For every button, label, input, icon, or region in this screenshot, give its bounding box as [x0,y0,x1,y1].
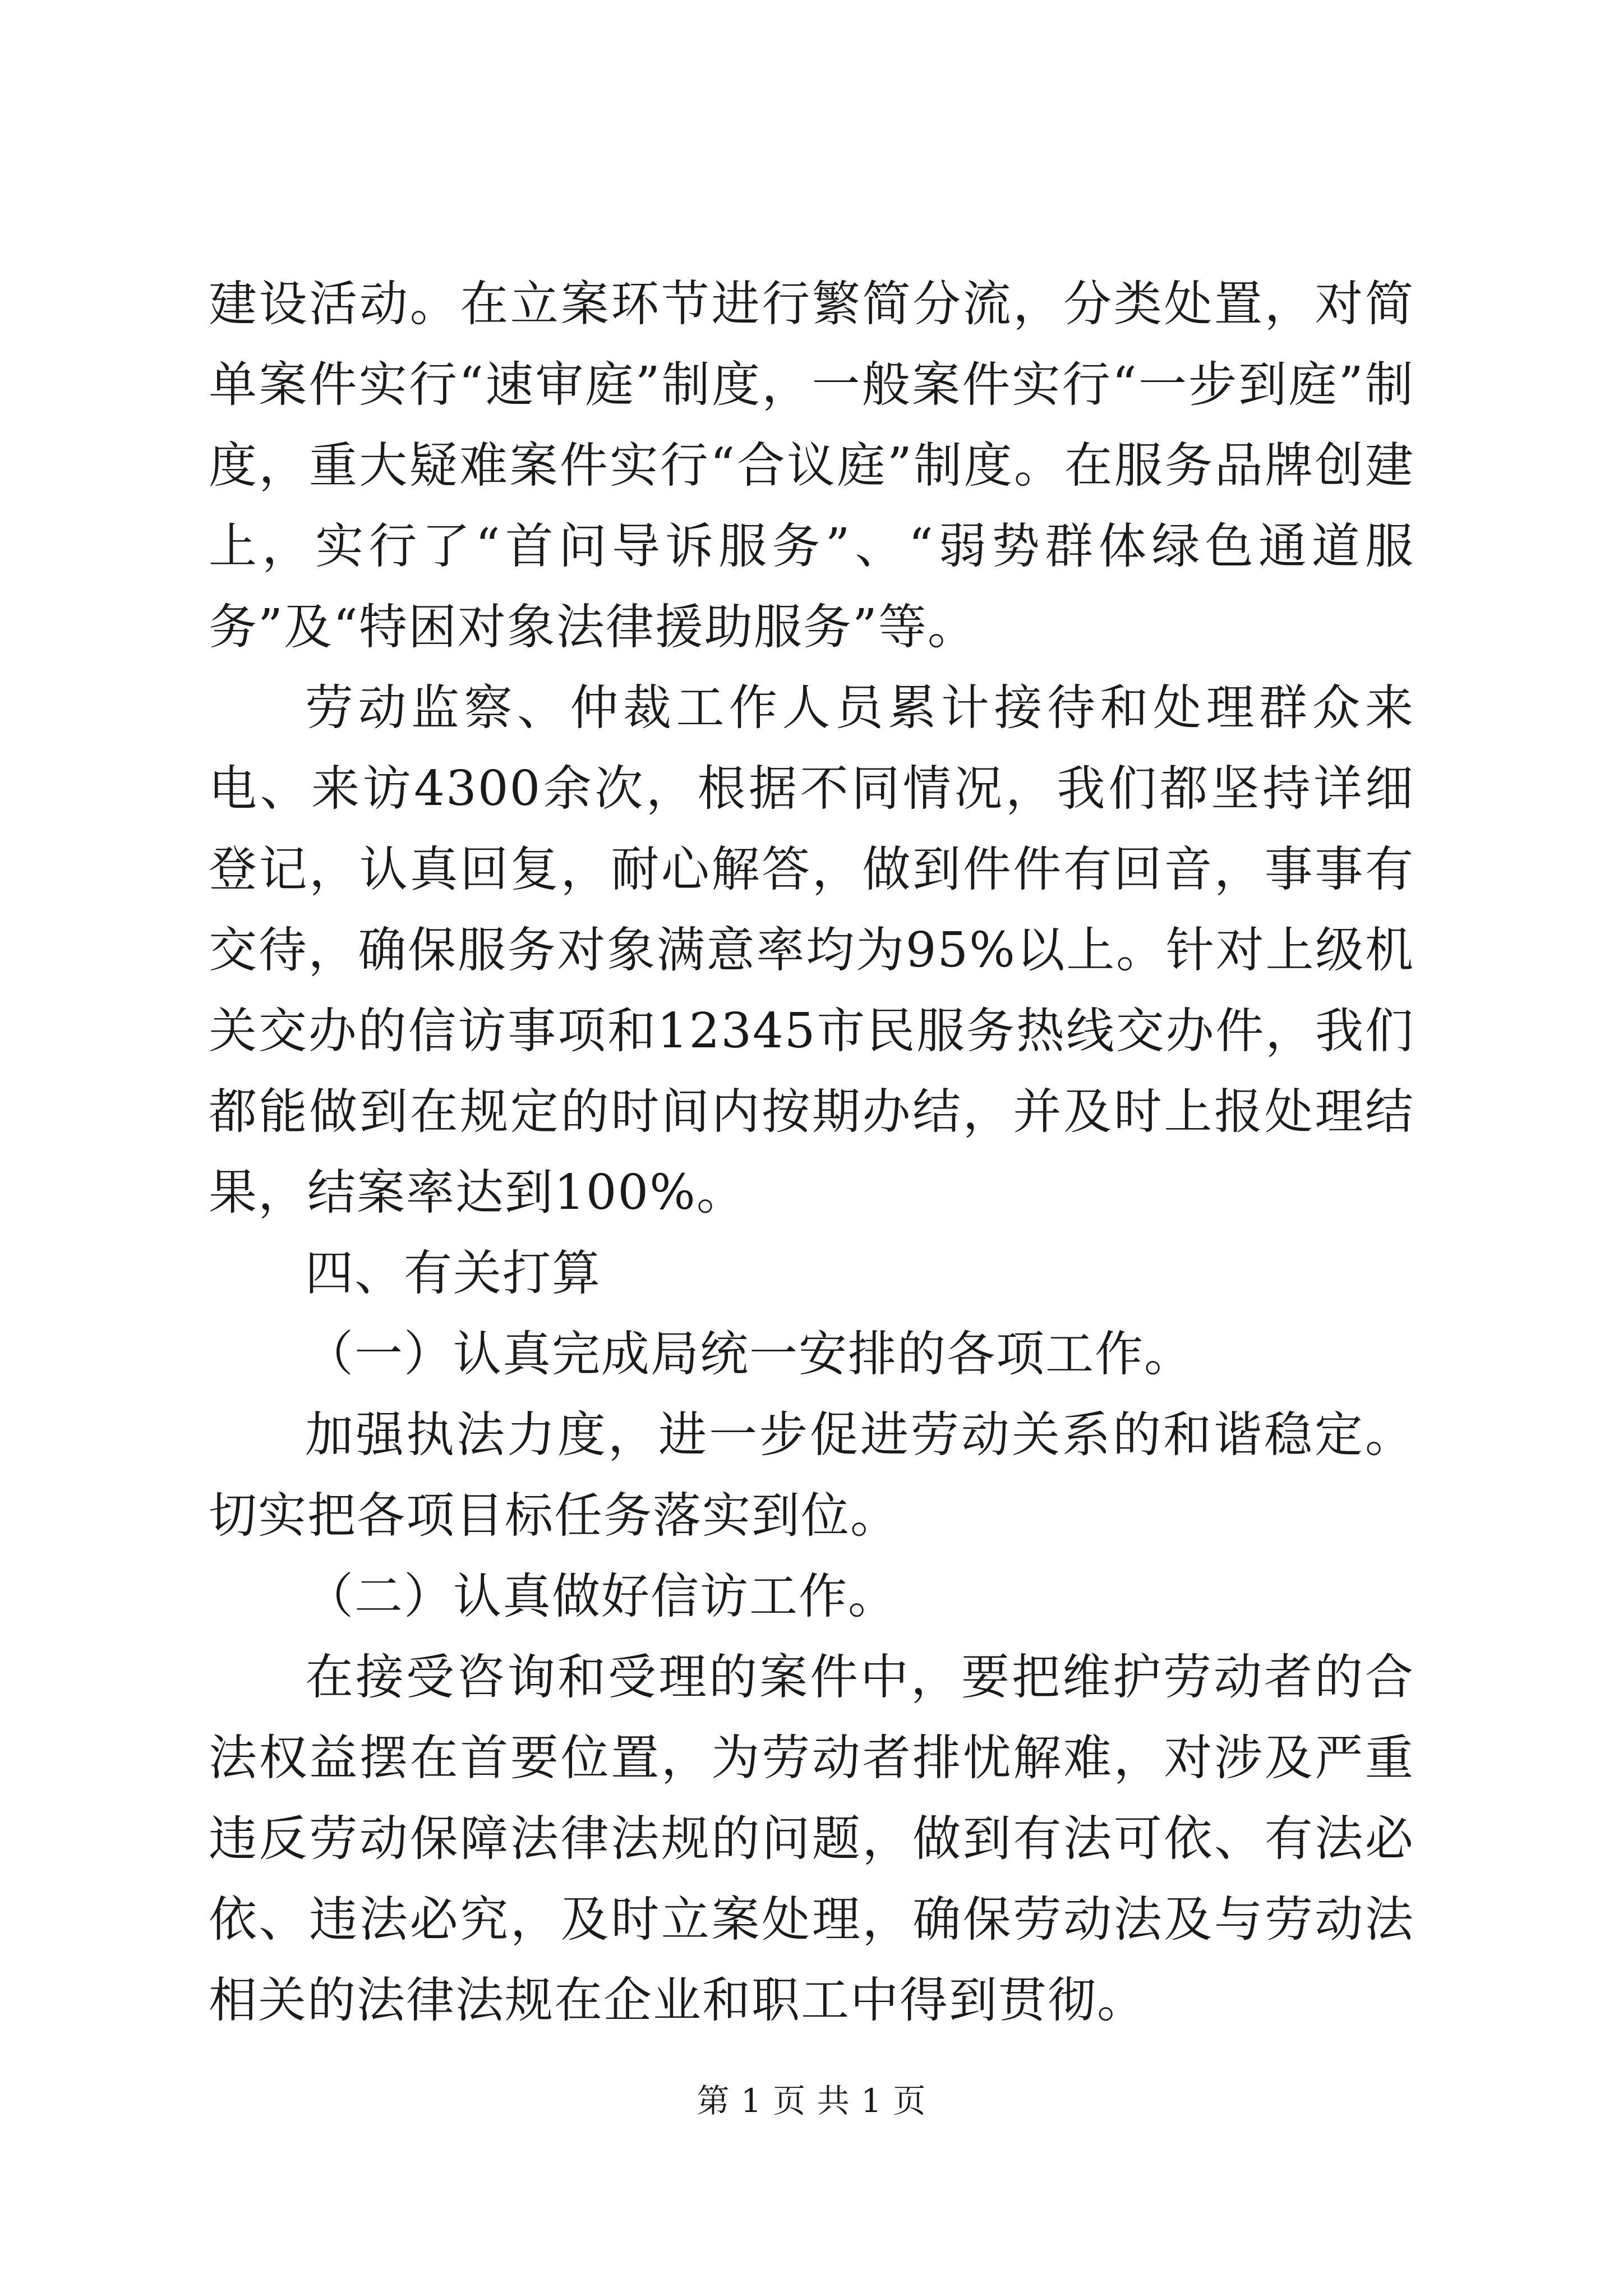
subheading-complete-tasks: （一）认真完成局统一安排的各项工作。 [305,1326,1193,1382]
paragraph-case-handling: 建设活动。在立案环节进行繁简分流，分类处置，对简单案件实行“速审庭”制度，一般案件实行“一步到庭”制度，重大疑难案件实行“合议庭”制度。在服务品牌创建上，实行了“首问导诉服务”、“弱势群体绿色通道服务”及“特困对象法律援助服务”等。 [209,276,1414,655]
paragraph-law-enforcement: 加强执法力度，进一步促进劳动关系的和谐稳定。切实把各项目标任务落实到位。 [209,1407,1414,1544]
paragraph-worker-rights: 在接受咨询和受理的案件中，要把维护劳动者的合法权益摆在首要位置，为劳动者排忧解难，对涉及严重违反劳动保障法律法规的问题，做到有法可依、有法必依、违法必究，及时立案处理，确保劳动法及与劳动法相关的法律法规在企业和职工中得到贯彻。 [209,1649,1414,2028]
subheading-petition-work: （二）认真做好信访工作。 [305,1568,897,1625]
document-body [209,264,1414,2041]
section-heading-plans: 四、有关打算 [305,1245,601,1301]
paragraph-visits-statistics: 劳动监察、仲裁工作人员累计接待和处理群众来电、来访4300余次，根据不同情况，我们都坚持详细登记，认真回复，耐心解答，做到件件有回音，事事有交待，确保服务对象满意率均为95%以上。针对上级机关交办的信访事项和12345市民服务热线交办件，我们都能做到在规定的时间内按期办结，并及时上报处理结果，结案率达到100%。 [209,680,1414,1221]
page-number-footer: 第 1 页 共 1 页 [697,2082,926,2120]
